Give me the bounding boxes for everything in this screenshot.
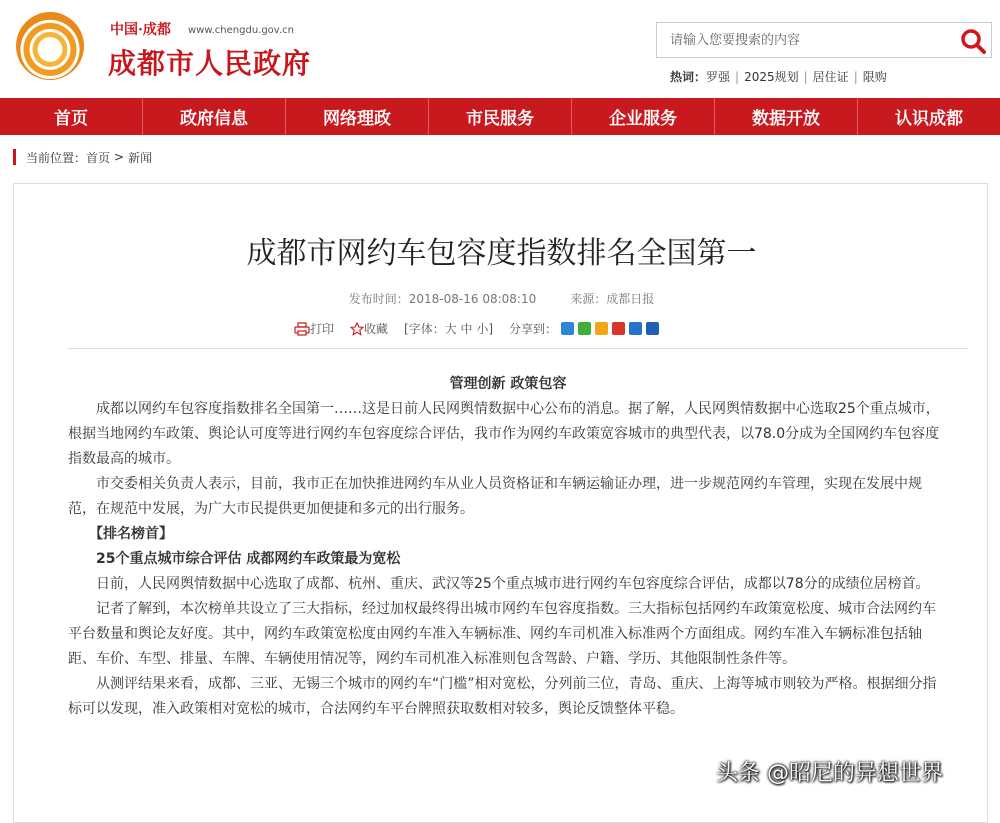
breadcrumb (13, 148, 152, 166)
article-source: 来源：成都日报 (570, 292, 655, 306)
paragraph: 日前，人民网舆情数据中心选取了成都、杭州、重庆、武汉等25个重点城市进行网约车包容度综合评估，成都以78分的成绩位居榜首。 (96, 576, 930, 592)
search-box (656, 22, 992, 58)
article-meta (14, 290, 989, 307)
hot-word[interactable]: 限购 (862, 70, 887, 84)
share-qq-icon[interactable] (595, 322, 608, 335)
article-subtitle: 管理创新 政策包容 (449, 376, 567, 392)
print-label: 打印 (310, 322, 335, 336)
site-header (0, 0, 1000, 98)
article-tools (294, 320, 675, 337)
nav-gov-info[interactable]: 政府信息 (143, 98, 286, 135)
share-bar (509, 320, 659, 337)
paragraph: 从测评结果来看，成都、三亚、无锡三个城市的网约车“门槛”相对宽松，分列前三位，青岛、重庆、上海等城市则较为严格。根据细分指标可以发现，准入政策相对宽松的城市，合法网约车平台牌照获取数相对较多，舆论反馈整体平稳。 (68, 676, 937, 717)
share-tencent-icon[interactable] (629, 322, 642, 335)
article-panel (13, 183, 988, 823)
article-body (68, 372, 948, 722)
nav-home[interactable]: 首页 (0, 98, 143, 135)
main-nav (0, 98, 1000, 135)
breadcrumb-label: 当前位置： (26, 150, 87, 165)
paragraph: 成都以网约车包容度指数排名全国第一……这是日前人民网舆情数据中心公布的消息。据了解，人民网舆情数据中心选取25个重点城市，根据当地网约车政策、舆论认可度等进行网约车包容度综合评估，我市作为网约车政策宽容城市的典型代表，以78.0分成为全国网约车包容度指数最高的城市。 (68, 401, 940, 467)
search-input[interactable] (658, 24, 960, 56)
share-label: 分享到： (509, 322, 558, 336)
nav-online-governance[interactable]: 网络理政 (286, 98, 429, 135)
share-renren-icon[interactable] (646, 322, 659, 335)
nav-know-chengdu[interactable]: 认识成都 (895, 109, 963, 129)
printer-icon (294, 322, 310, 336)
star-icon (350, 322, 364, 336)
article-title: 成都市网约车包容度指数排名全国第一 (246, 236, 757, 271)
search-button[interactable] (959, 27, 987, 55)
print-button[interactable] (294, 320, 334, 337)
share-wechat-icon[interactable] (578, 322, 591, 335)
breadcrumb-home-link[interactable]: 首页 (86, 150, 111, 165)
logo-url: www.chengdu.gov.cn (188, 25, 294, 36)
share-weibo-icon[interactable] (612, 322, 625, 335)
site-title[interactable]: 成都市人民政府 (108, 47, 312, 80)
watermark: 头条 @昭尼的异想世界 (716, 761, 943, 786)
font-size-label: [字体：大 中 小] (404, 322, 494, 336)
breadcrumb-marker (13, 149, 16, 165)
chengdu-sun-logo-icon[interactable] (16, 12, 84, 80)
hot-words: 热词：罗强 | 2025规划 | 居住证 | 限购 (670, 70, 887, 84)
section-subheading: 25个重点城市综合评估 成都网约车政策最为宽松 (96, 551, 401, 567)
nav-citizen-services[interactable]: 市民服务 (429, 98, 572, 135)
nav-enterprise-services[interactable]: 企业服务 (572, 98, 715, 135)
hot-word[interactable]: 罗强 (706, 70, 731, 84)
hot-words-label: 热词： (670, 70, 707, 84)
breadcrumb-separator: > (114, 150, 125, 164)
breadcrumb-news-link[interactable]: 新闻 (128, 150, 153, 165)
paragraph: 记者了解到，本次榜单共设立了三大指标，经过加权最终得出城市网约车包容度指数。三大指标包括网约车政策宽松度、城市合法网约车平台数量和舆论友好度。其中，网约车政策宽松度由网约车准入车辆标准、网约车司机准入标准两个方面组成。网约车准入车辆标准包括轴距、车价、车型、排量、车牌、车辆使用情况等，网约车司机准入标准则包含驾龄、户籍、学历、其他限制性条件等。 (68, 601, 936, 667)
hot-word[interactable]: 居住证 (812, 70, 849, 84)
hot-word[interactable]: 2025规划 (744, 70, 799, 84)
publish-time: 发布时间：2018-08-16 08:08:10 (348, 292, 537, 306)
nav-open-data[interactable]: 数据开放 (715, 98, 858, 135)
divider (68, 348, 968, 349)
font-size-control[interactable] (404, 320, 493, 337)
search-icon (959, 27, 987, 55)
favorite-button[interactable] (350, 320, 388, 337)
favorite-label: 收藏 (364, 322, 389, 336)
share-qzone-icon[interactable] (561, 322, 574, 335)
section-heading: 【排名榜首】 (89, 526, 173, 542)
paragraph: 市交委相关负责人表示，目前，我市正在加快推进网约车从业人员资格证和车辆运输证办理，进一步规范网约车管理，实现在发展中规范，在规范中发展，为广大市民提供更加便捷和多元的出行服务。 (68, 476, 922, 517)
logo-small-text: 中国·成都 (110, 22, 171, 38)
